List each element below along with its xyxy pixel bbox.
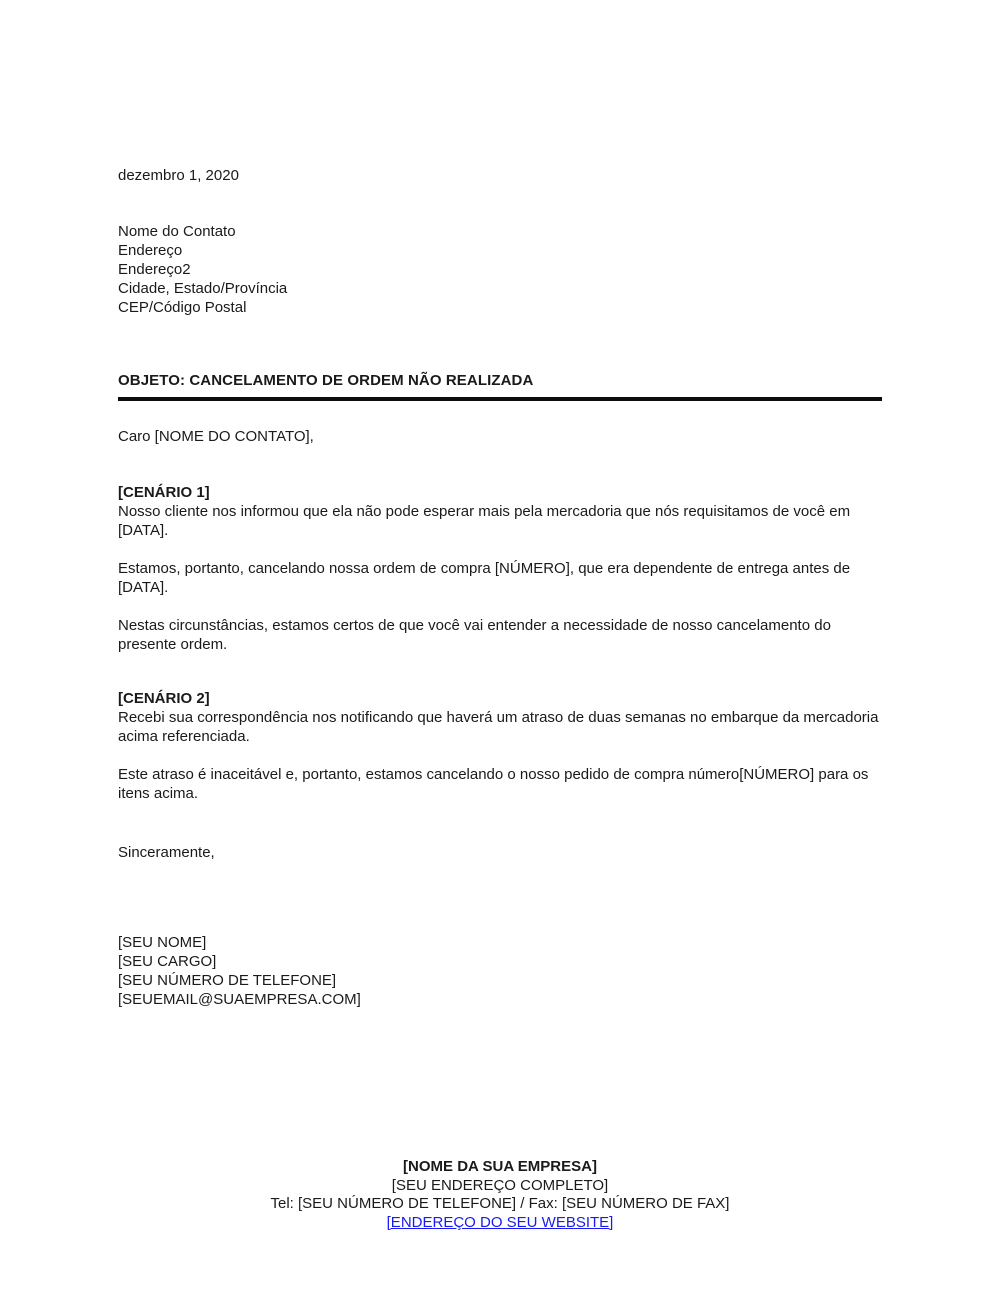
closing: Sinceramente, — [118, 844, 215, 861]
footer-phone-fax: Tel: [SEU NÚMERO DE TELEFONE] / Fax: [SEU NÚMERO DE FAX] — [270, 1195, 730, 1212]
recipient-address2: Endereço2 — [118, 261, 191, 278]
signature-title: [SEU CARGO] — [118, 953, 217, 970]
footer-website-link[interactable]: [ENDEREÇO DO SEU WEBSITE] — [386, 1213, 614, 1231]
scenario1-paragraph-2: Estamos, portanto, cancelando nossa ordem de compra [NÚMERO], que era dependente de entrega antes de [DATA]. — [118, 560, 851, 596]
subject-line: OBJETO: CANCELAMENTO DE ORDEM NÃO REALIZADA — [118, 371, 882, 401]
recipient-city-state: Cidade, Estado/Província — [118, 280, 288, 297]
signature-email: [SEUEMAIL@SUAEMPRESA.COM] — [118, 991, 361, 1008]
recipient-address1: Endereço — [118, 242, 183, 259]
scenario2-paragraph-2: Este atraso é inaceitável e, portanto, estamos cancelando o nosso pedido de compra número[NÚMERO] para os itens acima. — [118, 766, 869, 802]
signature-name: [SEU NOME] — [118, 934, 207, 951]
footer-block — [118, 1158, 882, 1232]
scenario1-heading: [CENÁRIO 1] — [118, 484, 210, 501]
signature-block — [118, 933, 882, 1009]
recipient-name: Nome do Contato — [118, 223, 236, 240]
scenario1-paragraph-3: Nestas circunstâncias, estamos certos de que você vai entender a necessidade de nosso cancelamento do presente ordem. — [118, 617, 831, 653]
signature-phone: [SEU NÚMERO DE TELEFONE] — [118, 972, 337, 989]
footer-company-name: [NOME DA SUA EMPRESA] — [403, 1158, 597, 1175]
scenario2-heading: [CENÁRIO 2] — [118, 690, 210, 707]
letter-date: dezembro 1, 2020 — [118, 167, 239, 184]
greeting: Caro [NOME DO CONTATO], — [118, 428, 314, 445]
scenario1-paragraph-1: Nosso cliente nos informou que ela não pode esperar mais pela mercadoria que nós requisitamos de você em [DATA]. — [118, 503, 851, 539]
footer-address: [SEU ENDEREÇO COMPLETO] — [391, 1176, 609, 1194]
scenario2-paragraph-1: Recebi sua correspondência nos notificando que haverá um atraso de duas semanas no embarque da mercadoria acima referenciada. — [118, 709, 879, 745]
recipient-block — [118, 222, 882, 317]
recipient-postal-code: CEP/Código Postal — [118, 299, 247, 316]
